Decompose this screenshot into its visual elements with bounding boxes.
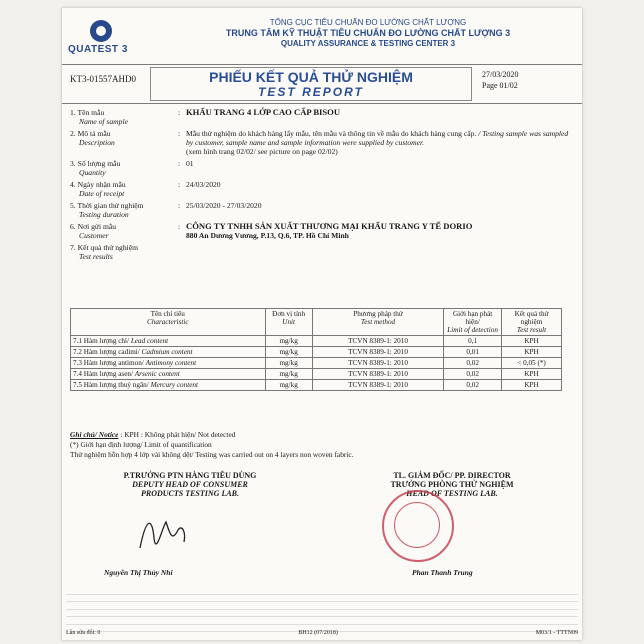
official-stamp-icon: [382, 490, 454, 562]
org-line-1: TỔNG CỤC TIÊU CHUẨN ĐO LƯỜNG CHẤT LƯỢNG: [269, 18, 467, 27]
cell-method: TCVN 8389-1: 2010: [312, 336, 443, 347]
field-label-en: Testing duration: [79, 210, 129, 219]
cell-unit: mg/kg: [265, 347, 312, 358]
cell-unit: mg/kg: [265, 369, 312, 380]
table-row: [71, 369, 562, 380]
field-test-results: [70, 243, 574, 261]
table-row: [71, 358, 562, 369]
cell-characteristic: 7.2 Hàm lượng cadimi/ Cadmium content: [71, 347, 266, 358]
field-label: 2. Mô tả mẫu: [70, 129, 111, 138]
field-sample-name: 1. Tên mẫu Name of sample : KHẨU TRANG 4 LỚP CAO CẤP BISOU: [70, 108, 574, 126]
quatest-logo: [68, 20, 160, 60]
field-label: 1. Tên mẫu: [70, 108, 105, 117]
revision: Lần sửa đổi: 0: [66, 630, 101, 636]
field-label-en: Quantity: [79, 168, 106, 177]
customer-address: 880 An Dương Vương, P.13, Q.6, TP. Hồ Chí Minh: [186, 231, 349, 240]
cell-method: TCVN 8389-1: 2010: [312, 347, 443, 358]
table-row: [71, 336, 562, 347]
organization-name: [158, 18, 578, 48]
col-result: Kết quả thử nghiệm Test result: [502, 309, 562, 336]
field-value: 01: [186, 159, 194, 168]
signature-left: [70, 471, 310, 498]
cell-method: TCVN 8389-1: 2010: [312, 358, 443, 369]
title-bar: [62, 64, 582, 104]
col-unit: Đơn vị tính Unit: [265, 309, 312, 336]
field-date-of-receipt: 4. Ngày nhận mẫu Date of receipt : 24/03/2020: [70, 180, 574, 198]
handwritten-signature-icon: [132, 508, 192, 558]
field-value: KHẨU TRANG 4 LỚP CAO CẤP BISOU: [186, 107, 341, 117]
cell-limit: 0,02: [444, 380, 502, 391]
description-en: / Testing sample was sampled by customer, sample name and sample information were supplied by customer.: [186, 129, 569, 147]
report-sheet: [62, 8, 582, 640]
table-row: [71, 347, 562, 358]
header: [62, 8, 582, 64]
sig-right-title-2: TRƯỞNG PHÒNG THỬ NGHIỆM: [390, 480, 514, 489]
field-label: 6. Nơi gửi mẫu: [70, 222, 117, 231]
bottom-bar: [66, 630, 578, 636]
field-label: 5. Thời gian thử nghiệm: [70, 201, 144, 210]
col-method: Phương pháp thử Test method: [312, 309, 443, 336]
report-date: 27/03/2020: [482, 70, 519, 79]
field-label-en: Description: [79, 138, 115, 147]
table-header-row: [71, 309, 562, 336]
notes-label: Ghi chú/ Notice: [70, 430, 119, 439]
sig-right-title: TL. GIÁM ĐỐC/ PP. DIRECTOR: [393, 471, 511, 480]
cell-result: KPH: [502, 369, 562, 380]
cell-result: < 0,05 (*): [502, 358, 562, 369]
cell-unit: mg/kg: [265, 358, 312, 369]
cell-result: KPH: [502, 347, 562, 358]
cell-characteristic: 7.5 Hàm lượng thuỷ ngân/ Mercury content: [71, 380, 266, 391]
cell-limit: 0,02: [444, 358, 502, 369]
cell-limit: 0,01: [444, 347, 502, 358]
document-number: KT3-01557AHD0: [70, 74, 136, 84]
field-value: [186, 222, 574, 240]
cell-unit: mg/kg: [265, 336, 312, 347]
field-label: 7. Kết quả thử nghiệm: [70, 243, 139, 252]
field-label: 4. Ngày nhận mẫu: [70, 180, 126, 189]
report-title-box: [150, 67, 472, 101]
field-value: [186, 129, 574, 156]
cell-method: TCVN 8389-1: 2010: [312, 369, 443, 380]
field-label-en: Customer: [79, 231, 109, 240]
org-line-2: TRUNG TÂM KỸ THUẬT TIÊU CHUẨN ĐO LƯỜNG CHẤT LƯỢNG 3: [225, 28, 511, 38]
form-code: BH12 (07/2018): [298, 630, 338, 636]
field-label-en: Name of sample: [79, 117, 128, 126]
sig-left-title-en-2: PRODUCTS TESTING LAB.: [140, 489, 239, 498]
field-quantity: 3. Số lượng mẫu Quantity : 01: [70, 159, 574, 177]
field-label-en: Date of receipt: [79, 189, 125, 198]
sig-left-title-en: DEPUTY HEAD OF CONSUMER: [132, 480, 248, 489]
notes: [70, 430, 574, 460]
results-table: [70, 308, 562, 391]
field-label: 3. Số lượng mẫu: [70, 159, 121, 168]
field-value: 24/03/2020: [186, 180, 221, 189]
sig-right-title-en: HEAD OF TESTING LAB.: [406, 489, 498, 498]
org-line-3: QUALITY ASSURANCE & TESTING CENTER 3: [280, 39, 456, 48]
sample-fields: [70, 108, 574, 264]
note-1: : KPH : Không phát hiện/ Not detected: [120, 430, 236, 439]
cell-result: KPH: [502, 336, 562, 347]
note-2: (*) Giới hạn định lượng/ Limit of quantification: [70, 440, 212, 449]
page-number: Page 01/02: [482, 81, 518, 90]
cell-characteristic: 7.3 Hàm lượng antimon/ Antimony content: [71, 358, 266, 369]
field-value: 25/03/2020 - 27/03/2020: [186, 201, 262, 210]
sig-left-name: Nguyễn Thị Thủy Nhi: [104, 568, 173, 577]
description-ref: (xem hình trang 02/02/ see picture on page 02/02): [186, 147, 338, 156]
cell-unit: mg/kg: [265, 380, 312, 391]
field-testing-duration: 5. Thời gian thử nghiệm Testing duration : 25/03/2020 - 27/03/2020: [70, 201, 574, 219]
field-description: 2. Mô tả mẫu Description : Mẫu thử nghiệm do khách hàng lấy mẫu, tên mẫu và thông tin về mẫu do khách hàng cung cấp. / Testing sample was sampled by customer, sample name and sample information were supplied by customer. (xem hình trang 02/02/ see picture on page 02/02): [70, 129, 574, 156]
cell-method: TCVN 8389-1: 2010: [312, 380, 443, 391]
cell-characteristic: 7.1 Hàm lượng chì/ Lead content: [71, 336, 266, 347]
signature-right: [330, 471, 574, 498]
form-ref: M03/1 - TTTN09: [535, 630, 578, 636]
col-characteristic: Tên chỉ tiêu Characteristic: [71, 309, 266, 336]
cell-limit: 0,1: [444, 336, 502, 347]
note-3: Thử nghiệm hỗn hợp 4 lớp vải không dệt/ Testing was carried out on 4 layers non woven fabric.: [70, 450, 354, 459]
cell-result: KPH: [502, 380, 562, 391]
logo-circle-icon: [90, 20, 112, 42]
field-label-en: Test results: [79, 252, 113, 261]
customer-name: CÔNG TY TNHH SẢN XUẤT THƯƠNG MẠI KHẨU TRANG Y TẾ DORIO: [186, 221, 473, 231]
logo-text: QUATEST 3: [68, 44, 128, 55]
cell-limit: 0,02: [444, 369, 502, 380]
report-title-en: TEST REPORT: [258, 85, 364, 99]
report-title-vn: PHIẾU KẾT QUẢ THỬ NGHIỆM: [209, 69, 413, 85]
cell-characteristic: 7.4 Hàm lượng asen/ Arsenic content: [71, 369, 266, 380]
field-customer: 6. Nơi gửi mẫu Customer : CÔNG TY TNHH SẢN XUẤT THƯƠNG MẠI KHẨU TRANG Y TẾ DORIO 880 An Dương Vương, P.13, Q.6, TP. Hồ Chí Minh: [70, 222, 574, 240]
table-row: [71, 380, 562, 391]
col-limit: Giới hạn phát hiện/ Limit of detection: [444, 309, 502, 336]
sig-right-name: Phan Thanh Trung: [412, 568, 473, 577]
description-vn: Mẫu thử nghiệm do khách hàng lấy mẫu, tên mẫu và thông tin về mẫu do khách hàng cung cấp.: [186, 129, 477, 138]
footer-fine-print: [66, 588, 578, 633]
sig-left-title: P.TRƯỞNG PTN HÀNG TIÊU DÙNG: [123, 471, 257, 480]
